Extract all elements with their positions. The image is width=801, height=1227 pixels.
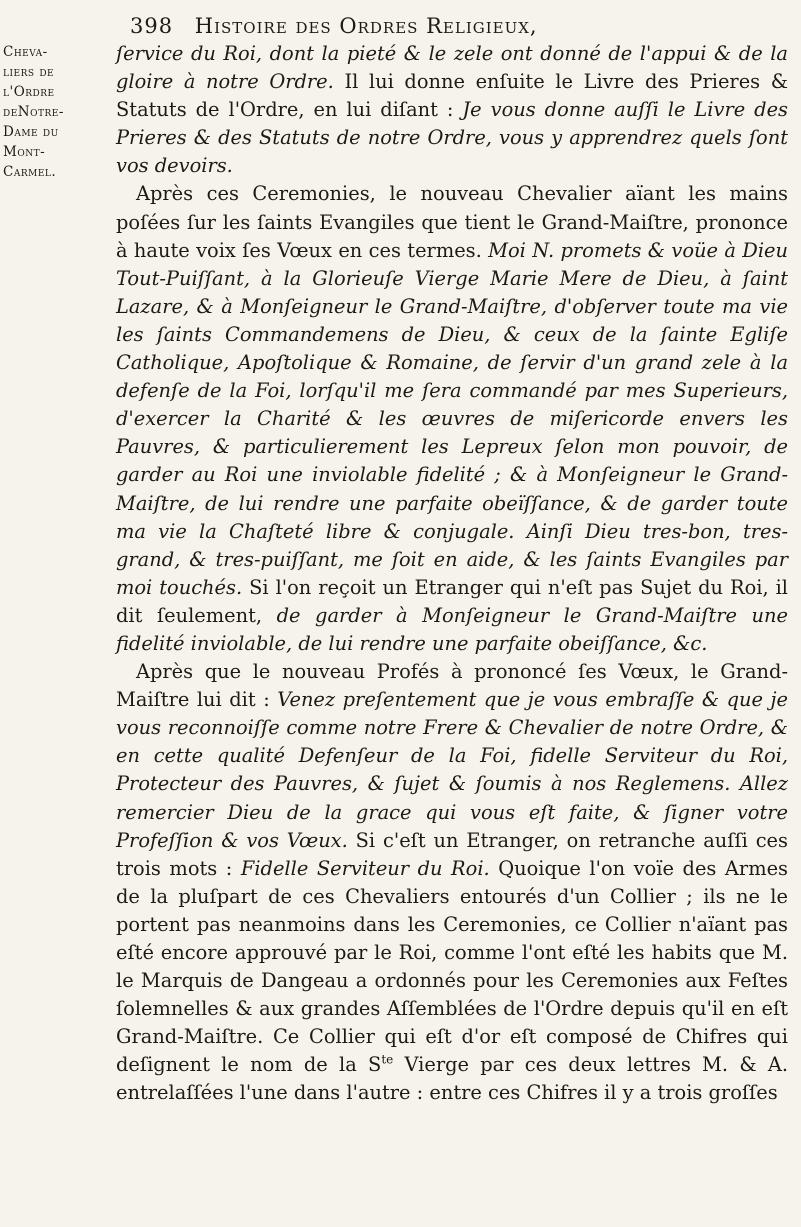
body-text <box>116 40 788 1108</box>
paragraph <box>116 40 788 180</box>
margin-note-line: Dame du <box>3 124 59 140</box>
italic-text: ſervice du Roi, dont la pieté & le zele ont donné de l'appui & de la gloire à notre Ordre. <box>116 42 788 94</box>
roman-text: Si l'on reçoit un Etranger qui n'eſt pas Sujet du Roi, il dit ſeulement, <box>116 575 788 627</box>
italic-text: Moi N. promets & voüe à Dieu Tout-Puiſſant, à la Glorieuſe Vierge Marie Mere de Dieu, à ſaint Lazare, & à Monſeigneur le Grand-Maiſtre, d'obſerver toute ma vie les ſaints Commandemens de Dieu, & ceux de la ſainte Egliſe Catholique, Apoſtolique & Romaine, de ſervir d'un grand zele à la defenſe de la Foi, lorſqu'il me ſera commandé par mes Superieurs, d'exercer la Charité & les œuvres de miſericorde envers les Pauvres, & particulierement les Lepreux ſelon mon pouvoir, de garder au Roi une inviolable fidelité ; & à Monſeigneur le Grand-Maiſtre, de lui rendre une parfaite obeïſſance, & de garder toute ma vie la Chaſteté libre & conjugale. Ainſi Dieu tres-bon, tres-grand, & tres-puiſſant, me ſoit en aide, & les ſaints Evangiles par moi touchés. <box>116 238 788 599</box>
margin-note-line: Carmel. <box>3 164 57 180</box>
margin-note-line: deNotre- <box>3 104 64 120</box>
running-title: Histoire des Ordres Religieux, <box>194 14 538 38</box>
paragraph <box>116 658 788 1108</box>
paragraph <box>116 180 788 658</box>
margin-note <box>3 42 87 182</box>
roman-text: Si c'eſt un Etranger, on retranche auſſi ces trois mots : <box>116 828 788 880</box>
roman-text: te <box>381 1052 394 1067</box>
italic-text: Je vous donne auſſi le Livre des Prieres & des Statuts de notre Ordre, vous y apprendrez quels ſont vos devoirs. <box>116 98 788 178</box>
italic-text: Venez preſentement que je vous embraſſe & que je vous reconnoiſſe comme notre Frere & Chevalier de notre Ordre, & en cette qualité Defenſeur de la Foi, fidelle Serviteur du Roi, Protecteur des Pauvres, & ſujet & ſoumis à nos Reglemens. Allez remercier Dieu de la grace qui vous eſt faite, & ſigner votre Profeſſion & vos Vœux. <box>116 688 788 852</box>
roman-text: Vierge par ces deux lettres M. & A. entrelaſſées l'une dans l'autre : entre ces Chifres il y a trois groſſes <box>116 1053 788 1105</box>
italic-text: de garder à Monſeigneur le Grand-Maiſtre une fidelité inviolable, de lui rendre une parfaite obeiſſance, &c. <box>116 603 788 655</box>
italic-text: Fidelle Serviteur du Roi. <box>240 856 490 880</box>
margin-note-line: l'Ordre <box>3 84 55 100</box>
roman-text: Après que le nouveau Profés à prononcé ſes Vœux, le Grand-Maiſtre lui dit : <box>116 660 788 712</box>
roman-text: Il lui donne enſuite le Livre des Prieres & Statuts de l'Ordre, en lui diſant : <box>116 70 788 122</box>
page-number: 398 <box>130 14 174 38</box>
roman-text: Quoique l'on voïe des Armes de la pluſpart de ces Chevaliers entourés d'un Collier ; ils ne le portent pas neanmoins dans les Ceremonies, ce Collier n'aïant pas eſté encore approuvé par le Roi, comme l'ont eſté les habits que M. le Marquis de Dangeau a ordonnés pour les Ceremonies aux Feſtes ſolemnelles & aux grandes Aſſemblées de l'Ordre depuis qu'il en eſt Grand-Maiſtre. Ce Collier qui eſt d'or eſt composé de Chifres qui deſignent le nom de la S <box>116 856 789 1077</box>
roman-text: Après ces Ceremonies, le nouveau Chevalier aïant les mains poſées ſur les ſaints Evangiles que tient le Grand-Maiſtre, prononce à haute voix ſes Vœux en ces termes. <box>116 182 788 262</box>
running-header <box>130 14 770 38</box>
margin-note-line: liers de <box>3 64 55 80</box>
margin-note-line: Cheva- <box>3 44 48 60</box>
margin-note-line: Mont- <box>3 144 46 160</box>
